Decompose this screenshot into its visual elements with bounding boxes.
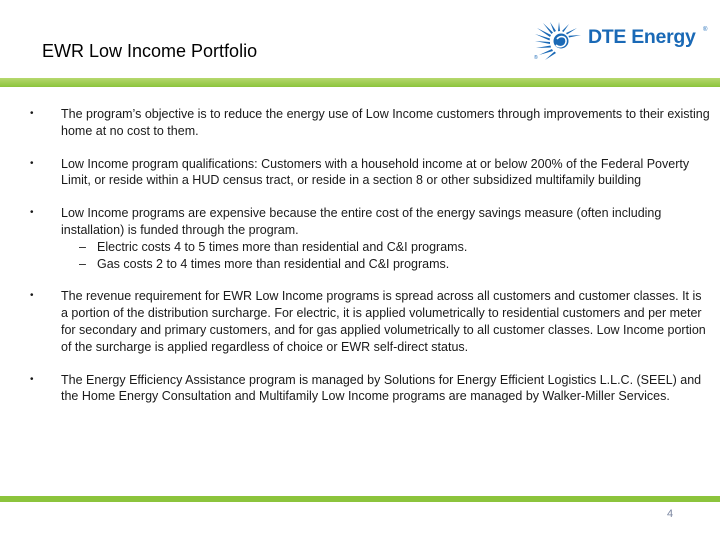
sub-item-gas bbox=[61, 256, 710, 273]
bottom-accent-rule bbox=[0, 496, 720, 502]
bullet-objective bbox=[26, 106, 710, 140]
dte-energy-logo bbox=[533, 22, 713, 64]
bullet-text: The revenue requirement for EWR Low Income programs is spread across all customers and customer classes. It is a portion of the distribution surcharge. For electric, it is applied volumetrically to residential customers and per meter for secondary and primary customers, and for gas applied volumetrically to all customer classes. Low Income portion of the surcharge is applied regardless of choice or EWR self-direct status. bbox=[61, 289, 706, 354]
bullet-marker: • bbox=[30, 373, 34, 385]
sub-item-text: Gas costs 2 to 4 times more than residential and C&I programs. bbox=[97, 256, 450, 271]
logo-wordmark: DTE Energy bbox=[588, 26, 696, 48]
logo-registered-mark: ® bbox=[703, 27, 708, 33]
bullet-costs bbox=[26, 205, 710, 272]
bullet-revenue-requirement bbox=[26, 288, 710, 355]
bullet-text: Low Income programs are expensive because the entire cost of the energy savings measure (often including installation) is funded through the program. bbox=[61, 206, 662, 237]
dash-marker: – bbox=[79, 239, 86, 254]
bullet-text: The Energy Efficiency Assistance program is managed by Solutions for Energy Efficient Logistics L.L.C. (SEEL) and the Home Energy Consultation and Multifamily Low Income programs are managed by Walker-Miller Services. bbox=[61, 372, 702, 404]
slide-title: EWR Low Income Portfolio bbox=[42, 41, 258, 61]
bullet-marker: • bbox=[30, 157, 34, 169]
sub-item-text: Electric costs 4 to 5 times more than residential and C&I programs. bbox=[97, 239, 468, 254]
bullet-qualifications bbox=[26, 156, 710, 190]
page-number: 4 bbox=[667, 508, 674, 520]
sub-item-electric bbox=[61, 239, 710, 256]
bullet-program-management bbox=[26, 372, 710, 406]
bullet-marker: • bbox=[30, 290, 34, 302]
top-accent-rule bbox=[0, 78, 720, 87]
bullet-marker: • bbox=[30, 207, 34, 219]
dash-marker: – bbox=[79, 256, 86, 271]
bullet-marker: • bbox=[30, 108, 34, 119]
logo-small-mark: ® bbox=[534, 55, 538, 61]
bullet-text: Low Income program qualifications: Customers with a household income at or below 200% of the Federal Poverty Limit, or reside within a HUD census tract, or reside in a section 8 or other subsidized multifamily building bbox=[61, 156, 690, 188]
dte-sunburst-logo-icon bbox=[533, 22, 585, 62]
bullet-text: The program’s objective is to reduce the energy use of Low Income customers through improvements to their existing home at no cost to them. bbox=[61, 107, 710, 138]
bullet-list bbox=[26, 106, 710, 405]
